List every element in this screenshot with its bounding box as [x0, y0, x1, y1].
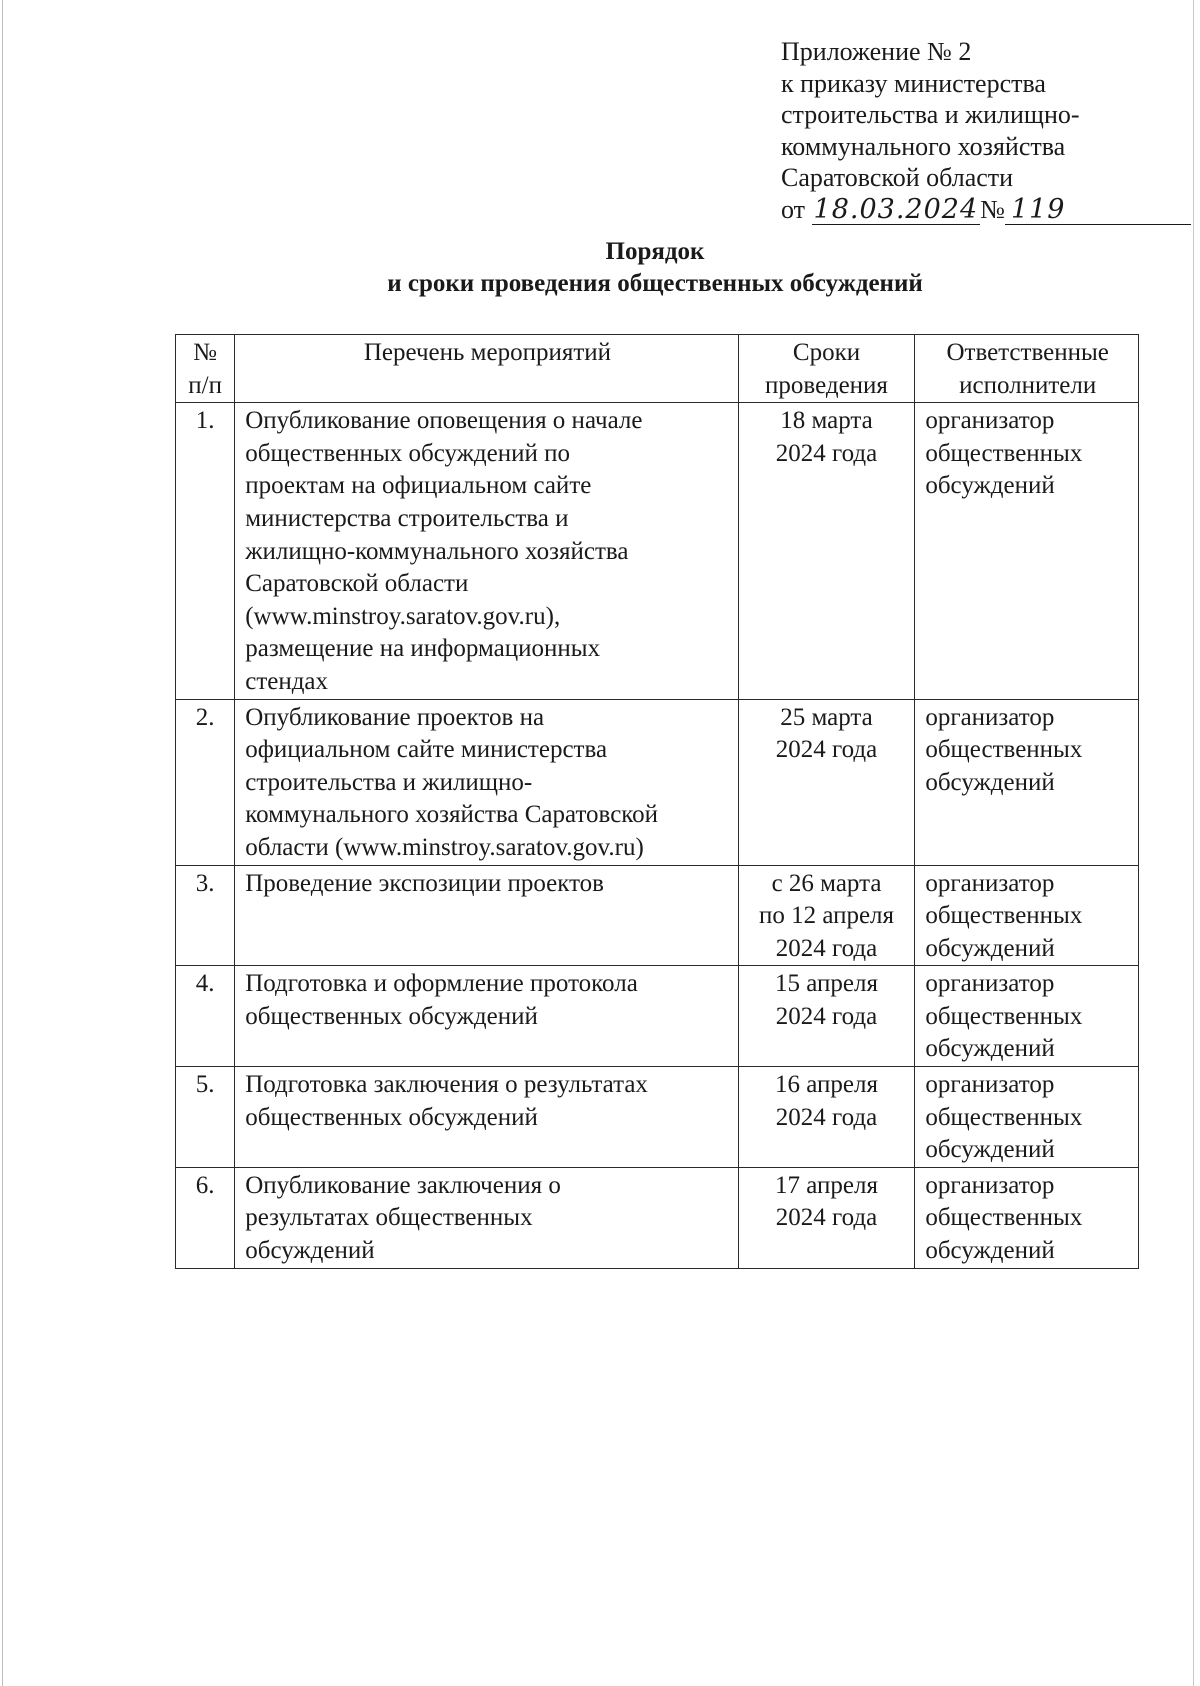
header-activity: Перечень мероприятий	[235, 335, 738, 403]
handwritten-number: 119	[1005, 196, 1191, 225]
row-date: 17 апреля 2024 года	[738, 1167, 915, 1268]
row-activity: Опубликование проектов на официальном сайте министерства строительства и жилищно- коммунального хозяйства Саратовской области (www.minstroy.saratov.gov.ru)	[235, 699, 738, 865]
row-activity: Опубликование оповещения о начале общественных обсуждений по проектам на официальном сайте министерства строительства и жилищно-коммунального хозяйства Саратовской области (www.minstroy.saratov.gov.ru), размещение на информационных стендах	[235, 403, 738, 699]
table-row	[176, 1067, 1139, 1168]
row-date: 16 апреля 2024 года	[738, 1067, 915, 1168]
row-responsible: организатор общественных обсуждений	[915, 699, 1139, 865]
title-line-2: и сроки проведения общественных обсуждений	[387, 270, 923, 297]
header-date: Сроки проведения	[738, 335, 915, 403]
title-line-1: Порядок	[605, 238, 705, 265]
row-activity: Опубликование заключения о результатах общественных обсуждений	[235, 1167, 738, 1268]
row-responsible: организатор общественных обсуждений	[915, 1167, 1139, 1268]
row-activity: Проведение экспозиции проектов	[235, 865, 738, 966]
row-date: 15 апреля 2024 года	[738, 966, 915, 1067]
row-activity: Подготовка и оформление протокола общественных обсуждений	[235, 966, 738, 1067]
row-num: 6.	[176, 1167, 235, 1268]
row-num: 4.	[176, 966, 235, 1067]
annex-header	[781, 36, 1121, 225]
table-header-row	[176, 335, 1139, 403]
table-row	[176, 699, 1139, 865]
row-responsible: организатор общественных обсуждений	[915, 966, 1139, 1067]
row-num: 2.	[176, 699, 235, 865]
header-num: № п/п	[176, 335, 235, 403]
row-date: 18 марта 2024 года	[738, 403, 915, 699]
annex-ministry-line2: коммунального хозяйства	[781, 131, 1066, 161]
handwritten-date: 18.03.2024	[813, 193, 979, 225]
schedule-table	[175, 334, 1139, 1269]
table-row	[176, 865, 1139, 966]
row-responsible: организатор общественных обсуждений	[915, 403, 1139, 699]
row-num: 3.	[176, 865, 235, 966]
document-title	[0, 236, 1200, 300]
date-prefix: от	[781, 194, 806, 224]
table-row	[176, 966, 1139, 1067]
row-activity: Подготовка заключения о результатах общественных обсуждений	[235, 1067, 738, 1168]
number-prefix: №	[980, 194, 1005, 224]
annex-region: Саратовской области	[781, 163, 1014, 192]
annex-date-line	[781, 194, 1121, 226]
row-num: 1.	[176, 403, 235, 699]
annex-title: Приложение № 2	[781, 37, 972, 66]
table-row	[176, 1167, 1139, 1268]
row-date: с 26 марта по 12 апреля 2024 года	[738, 865, 915, 966]
row-date: 25 марта 2024 года	[738, 699, 915, 865]
annex-order-ref: к приказу министерства	[781, 68, 1046, 98]
table-row	[176, 403, 1139, 699]
header-responsible: Ответственные исполнители	[915, 335, 1139, 403]
row-num: 5.	[176, 1067, 235, 1168]
row-responsible: организатор общественных обсуждений	[915, 865, 1139, 966]
row-responsible: организатор общественных обсуждений	[915, 1067, 1139, 1168]
annex-ministry-line1: строительства и жилищно-	[781, 100, 1080, 129]
